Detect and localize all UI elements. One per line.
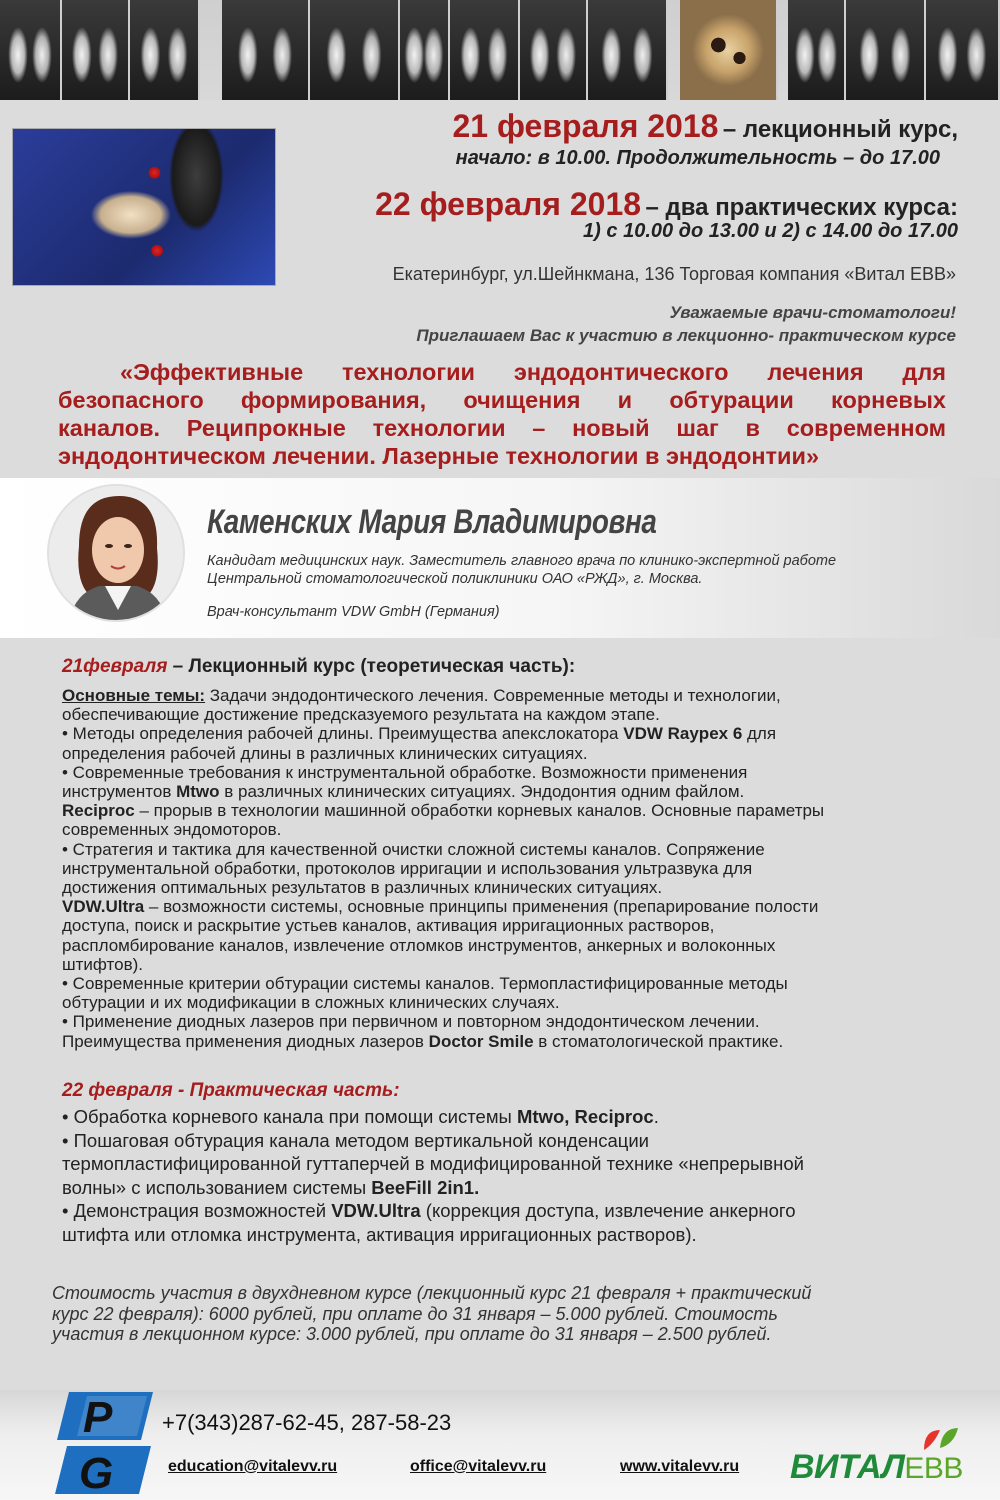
course-title (58, 358, 946, 470)
product-name: VDW.Ultra (331, 1200, 421, 1221)
date2-subline: 1) с 10.00 до 13.00 и 2) с 14.00 до 17.00 (583, 220, 958, 242)
practice-title: 22 февраля - Практическая часть: (62, 1080, 400, 1101)
date1-subline: начало: в 10.00. Продолжительность – до 17.00 (455, 147, 940, 169)
text-line: инструментов (62, 782, 177, 802)
lecturer-description (207, 552, 836, 588)
text-line: – возможности системы, основные принципы применения (препарирование полости (144, 897, 819, 917)
xray-image (788, 0, 846, 100)
date1: 21 февраля 2018 (452, 108, 719, 144)
text-line: термопластифицированной гуттаперчей в модифицированной технике «непрерывной (62, 1153, 804, 1174)
xray-image (130, 0, 200, 100)
text-line: Задачи эндодонтического лечения. Современные методы и технологии, (205, 686, 781, 705)
logo-letter-p: P (83, 1393, 113, 1442)
date2: 22 февраля 2018 (375, 186, 642, 222)
vital-evv-logo (790, 1448, 963, 1487)
text-line: (коррекция доступа, извлечение анкерного (420, 1200, 796, 1221)
text-line: обтурации и их модификации в сложных клинических случаях. (62, 993, 560, 1013)
lecturer-desc-line: Кандидат медицинских наук. Заместитель главного врача по клинико-экспертной работе (207, 553, 837, 569)
address: Екатеринбург, ул.Шейнкмана, 136 Торговая компания «Витал ЕВВ» (392, 264, 956, 284)
product-name: Mtwo, Reciproc (516, 1106, 654, 1127)
xray-image (400, 0, 450, 100)
lecture-day: 21февраля (62, 656, 168, 677)
text-line: инструментальной обработки, протоколов ирригации и использования ультразвука для (62, 858, 753, 878)
lecture-topics (62, 686, 952, 1051)
text-line: для (742, 724, 777, 744)
email-education-link[interactable]: education@vitalevv.ru (168, 1458, 338, 1475)
date2-rest: – два практических курса: (645, 194, 958, 221)
text-line: в стоматологической практике. (533, 1031, 784, 1051)
text-line: штифтов). (62, 954, 143, 974)
xray-image (846, 0, 926, 100)
product-name: VDW Raypex 6 (623, 724, 743, 744)
lecturer-consultant: Врач-консультант VDW GmbH (Германия) (207, 604, 500, 620)
lecture-title: – Лекционный курс (теоретическая часть): (167, 656, 576, 677)
lecture-heading (62, 656, 575, 678)
text-line: • Обработка корневого канала при помощи системы (62, 1106, 517, 1127)
product-name: Reciproc (62, 801, 135, 821)
vital-logo-sub: ЕВВ (904, 1452, 963, 1485)
practice-topics (62, 1105, 804, 1246)
date1-rest: – лекционный курс, (722, 116, 958, 143)
course-title-line: «Эффективные технологии эндодонтического лечения для (120, 359, 946, 385)
website-link[interactable]: www.vitalevv.ru (620, 1458, 740, 1475)
text-line: распломбирование каналов, извлечение отломков инструментов, анкерных и волоконных (62, 935, 776, 955)
text-line: обеспечивающие достижение предсказуемого результата на каждом этапе. (62, 705, 660, 725)
text-line: • Стратегия и тактика для качественной очистки сложной системы каналов. Сопряжение (62, 839, 765, 859)
price-line: участия в лекционном курсе: 3.000 рублей, при оплате до 31 января – 2.500 рублей. (52, 1324, 772, 1344)
xray-image (0, 0, 62, 100)
lecturer-desc-line: Центральной стоматологической поликлиники ОАО «РЖД», г. Москва. (207, 571, 703, 587)
text-line: достижения оптимальных результатов в различных клинических ситуациях. (62, 878, 663, 898)
xray-image (588, 0, 668, 100)
text-line: • Современные требования к инструментальной обработке. Возможности применения (62, 762, 748, 782)
text-line: штифта или отломка инструмента, активация ирригационных растворов). (62, 1223, 697, 1245)
text-line: современных эндомоторов. (62, 820, 282, 840)
invitation: Приглашаем Вас к участию в лекционно- практическом курсе (416, 326, 956, 345)
xray-image (520, 0, 588, 100)
pg-logo-icon (55, 1392, 153, 1494)
text-line: Преимущества применения диодных лазеров (62, 1031, 429, 1051)
text-line: доступа, поиск и раскрытие устьев каналов, активация ирригационных растворов, (62, 916, 715, 936)
text-line: • Современные критерии обтурации системы каналов. Термопластифицированные методы (62, 974, 788, 994)
practice-heading (62, 1080, 400, 1102)
endodontic-procedure-photo (12, 128, 276, 286)
price-line: Стоимость участия в двухдневном курсе (лекционный курс 21 февраля + практический (52, 1283, 812, 1303)
xray-image (926, 0, 1000, 100)
text-line: в различных клинических ситуациях. Эндодонтия одним файлом. (219, 782, 745, 802)
xray-image (310, 0, 400, 100)
product-name: Mtwo (176, 782, 220, 802)
text-line: волны» с использованием системы (62, 1176, 372, 1198)
xray-image (222, 0, 310, 100)
lecturer-photo (47, 484, 185, 622)
product-name: BeeFill 2in1. (371, 1176, 480, 1198)
date2-line (375, 186, 958, 223)
logo-letter-g: G (79, 1449, 114, 1494)
course-title-line: каналов. Реципрокные технологии – новый шаг в современном (58, 415, 946, 441)
text-line: – прорыв в технологии машинной обработки корневых каналов. Основные параметры (134, 801, 825, 821)
text-line: • Методы определения рабочей длины. Преимущества апекслокатора (62, 724, 624, 744)
price-info (52, 1283, 811, 1345)
text-line: • Применение диодных лазеров при первичном и повторном эндодонтическом лечении. (62, 1012, 760, 1032)
date1-line (452, 108, 958, 145)
course-title-line: эндодонтическом лечении. Лазерные технологии в эндодонтии» (58, 443, 820, 469)
vital-logo-main: ВИТАЛ (790, 1448, 905, 1486)
email-office-link[interactable]: office@vitalevv.ru (410, 1458, 547, 1475)
xray-image (62, 0, 130, 100)
product-name: Doctor Smile (428, 1031, 534, 1051)
phone-number: +7(343)287-62-45, 287-58-23 (162, 1410, 452, 1435)
product-name: VDW.Ultra (62, 897, 145, 917)
tooth-photo (680, 0, 778, 100)
course-title-line: безопасного формирования, очищения и обтурации корневых (58, 387, 946, 413)
text-line: . (653, 1106, 659, 1127)
xray-image-strip (0, 0, 1000, 100)
lecturer-name: Каменских Мария Владимировна (207, 503, 657, 541)
greeting: Уважаемые врачи-стоматологи! (669, 303, 956, 322)
price-line: курс 22 февраля): 6000 рублей, при оплате до 31 января – 5.000 рублей. Стоимость (52, 1303, 778, 1324)
xray-image (450, 0, 520, 100)
text-line: • Пошаговая обтурация канала методом вертикальной конденсации (62, 1129, 650, 1151)
text-line: определения рабочей длины в различных клинических ситуациях. (62, 743, 588, 763)
text-line: • Демонстрация возможностей (62, 1200, 332, 1221)
topics-label: Основные темы: (62, 686, 206, 705)
